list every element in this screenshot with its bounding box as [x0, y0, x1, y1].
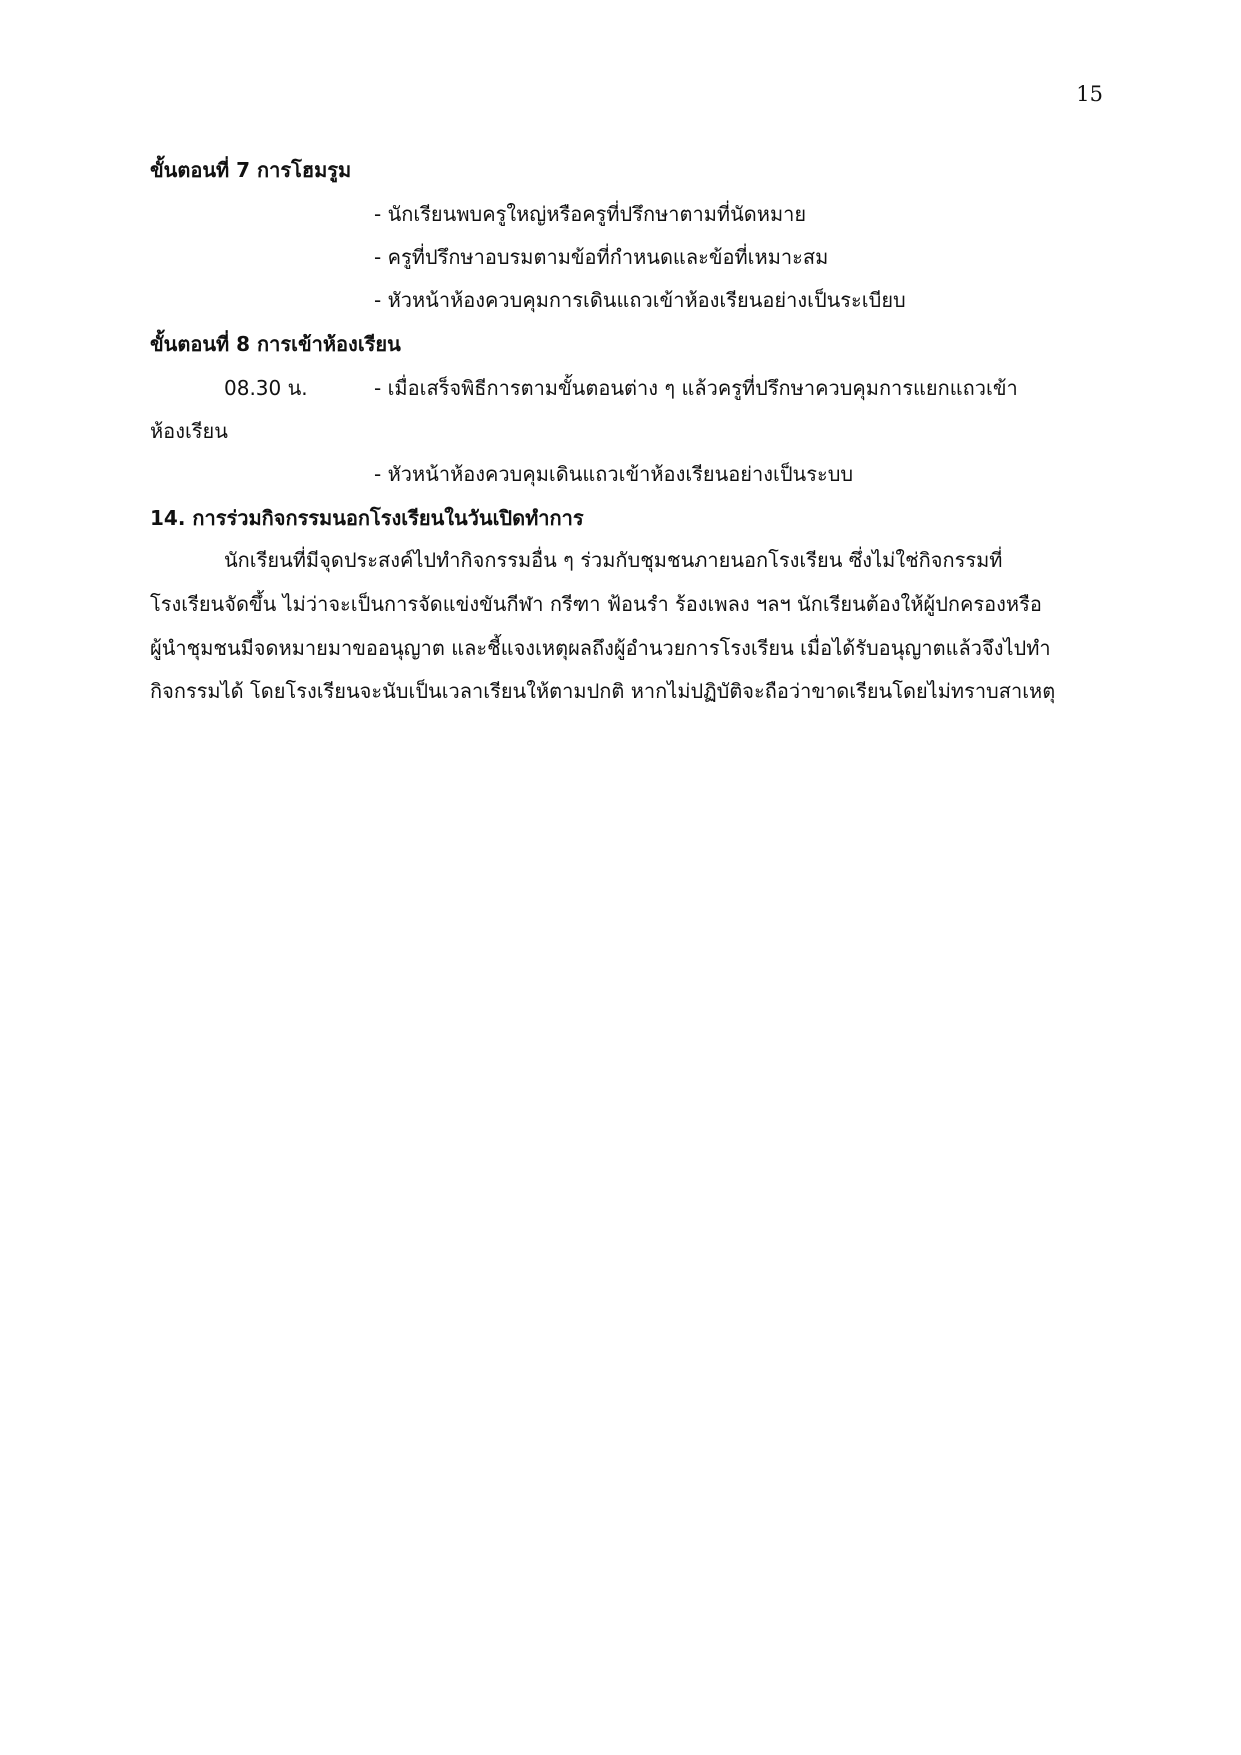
paragraph-line: กิจกรรมได้ โดยโรงเรียนจะนับเป็นเวลาเรียนให้ตามปกติ หากไม่ปฏิบัติจะถือว่าขาดเรียนโดยไม่ทราบสาเหตุ: [150, 679, 1056, 703]
step8-heading: ขั้นตอนที่ 8 การเข้าห้องเรียน: [150, 332, 401, 356]
step7-heading: ขั้นตอนที่ 7 การโฮมรูม: [150, 158, 352, 182]
step8-item-2: - หัวหน้าห้องควบคุมเดินแถวเข้าห้องเรียนอย่างเป็นระบบ: [374, 462, 854, 486]
paragraph-line: นักเรียนที่มีจุดประสงค์ไปทำกิจกรรมอื่น ๆ ร่วมกับชุมชนภายนอกโรงเรียน ซึ่งไม่ใช่กิจกรรมที่: [224, 548, 1003, 572]
step8-item-1-line-1: - เมื่อเสร็จพิธีการตามขั้นตอนต่าง ๆ แล้วครูที่ปรึกษาควบคุมการแยกแถวเข้า: [374, 376, 1018, 400]
paragraph-line: โรงเรียนจัดขึ้น ไม่ว่าจะเป็นการจัดแข่งขันกีฬา กรีฑา ฟ้อนรำ ร้องเพลง ฯลฯ นักเรียนต้องให้ผู้ปกครองหรือ: [150, 592, 1042, 616]
page-number: 15: [1076, 82, 1103, 106]
paragraph-line: ผู้นำชุมชนมีจดหมายมาขออนุญาต และชี้แจงเหตุผลถึงผู้อำนวยการโรงเรียน เมื่อได้รับอนุญาตแล้วจึงไปทำ: [150, 636, 1051, 660]
step8-item-1-line-2: ห้องเรียน: [150, 419, 228, 443]
step7-item-2: - ครูที่ปรึกษาอบรมตามข้อที่กำหนดและข้อที่เหมาะสม: [374, 245, 829, 269]
section14-heading: 14. การร่วมกิจกรรมนอกโรงเรียนในวันเปิดทำการ: [150, 506, 584, 530]
step7-item-1: - นักเรียนพบครูใหญ่หรือครูที่ปรึกษาตามที่นัดหมาย: [374, 202, 807, 226]
step7-item-3: - หัวหน้าห้องควบคุมการเดินแถวเข้าห้องเรียนอย่างเป็นระเบียบ: [374, 288, 906, 312]
step8-time: 08.30 น.: [224, 376, 308, 400]
